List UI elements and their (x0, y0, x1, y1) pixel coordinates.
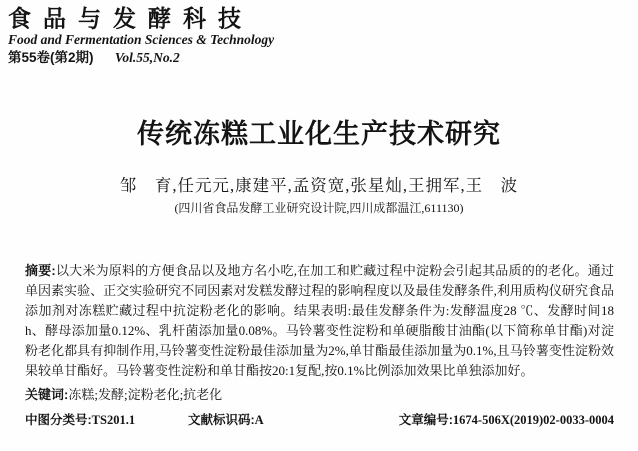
volume-issue-line (8, 50, 638, 66)
document-code (188, 411, 399, 429)
keywords-paragraph (25, 385, 614, 405)
article-id (399, 411, 614, 429)
abstract-label: 摘要: (25, 263, 56, 278)
volume-issue-en: Vol.55,No.2 (114, 50, 180, 65)
clc-value: TS201.1 (91, 413, 136, 427)
keywords-text: 冻糕;发酵;淀粉老化;抗老化 (68, 387, 223, 402)
volume-issue-cn: 第55卷(第2期) (8, 50, 94, 65)
article-id-value: 1674-506X(2019)02-0033-0004 (452, 413, 614, 427)
article-title: 传统冻糕工业化生产技术研究 (137, 119, 501, 149)
document-code-label: 文献标识码: (188, 413, 255, 427)
journal-name-en: Food and Fermentation Sciences & Technology (8, 32, 275, 47)
document-code-value: A (254, 413, 264, 427)
abstract-text: 以大米为原料的方便食品以及地方名小吃,在加工和贮藏过程中淀粉会引起其品质的的老化。通过单因素实验、正交实验研究不同因素对发糕发酵过程的影响程度以及最佳发酵条件,利用质构仪研究食品添加剂对冻糕贮藏过程中抗淀粉老化的影响。结果表明:最佳发酵条件为:发酵温度28 ℃、发酵时间18 h、酵母添加量0.12%、乳杆菌添加量0.08%。马铃薯变性淀粉和单硬脂酸甘油酯(以下简称单甘酯)对淀粉老化都具有抑制作用,马铃薯变性淀粉最佳添加量为2%,单甘酯最佳添加量为0.1%,且马铃薯变性淀粉效果较单甘酯好。马铃薯变性淀粉和单甘酯按20:1复配,按0.1%比例添加效果比单独添加好。 (25, 263, 614, 378)
journal-name-cn: 食品与发酵科技 (8, 5, 253, 32)
clc-label: 中图分类号: (25, 413, 92, 427)
authors-line: 邹 育,任元元,康建平,孟资宽,张星灿,王拥军,王 波 (119, 176, 519, 195)
article-id-label: 文章编号: (398, 413, 453, 427)
clc-number (25, 411, 188, 429)
journal-masthead (0, 0, 638, 66)
affiliation-line: (四川省食品发酵工业研究设计院,四川成都温江,611130) (174, 201, 464, 215)
keywords-label: 关键词: (25, 387, 69, 402)
meta-row (25, 411, 614, 429)
abstract-paragraph (25, 261, 614, 381)
